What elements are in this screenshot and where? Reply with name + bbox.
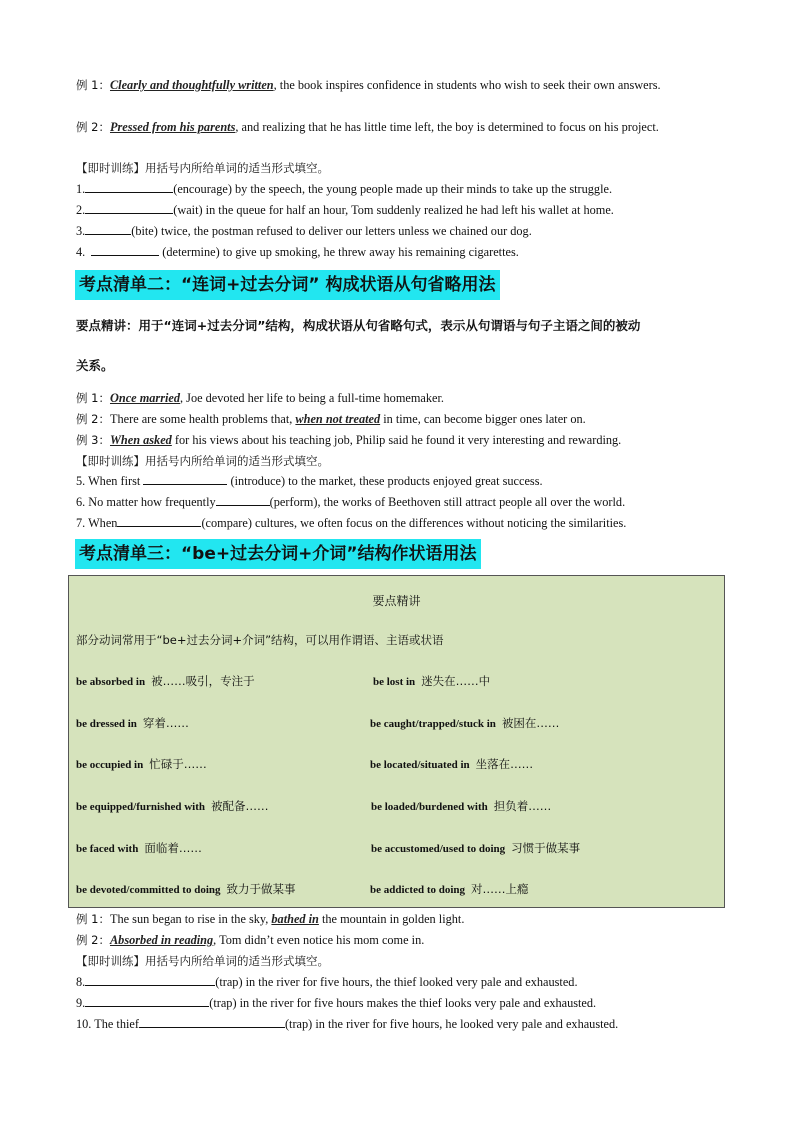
phrase-item [76,715,189,731]
phrase-cn: 被困在…… [501,716,560,730]
phrase-en: be devoted/committed to doing [76,884,221,896]
phrase-en: be caught/trapped/stuck in [370,718,496,730]
phrase-cn: 被配备…… [210,799,269,813]
phrase-item [371,798,551,814]
phrase-item [76,840,202,856]
practice-label: 【即时训练】用括号内所给单词的适当形式填空。 [76,954,329,968]
question-text: (trap) in the river for five hours, the thief looked very pale and exhausted. [215,975,578,989]
question-text: (introduce) to the market, these products enjoyed great success. [227,474,543,488]
answer-blank[interactable] [85,180,173,193]
phrase-cn: 穿着…… [142,716,189,730]
phrase-cn: 面临着…… [144,841,202,855]
keypoint-text-cont: 关系。 [76,358,114,373]
phrase-item [76,798,268,814]
question-prefix: 5. When first [76,474,144,488]
practice-label: 【即时训练】用括号内所给单词的适当形式填空。 [76,161,329,175]
question-text: (determine) to give up smoking, he threw away his remaining cigarettes. [159,245,519,259]
phrase-en: be addicted to doing [370,884,466,896]
example-text: The sun began to rise in the sky, [109,912,272,926]
phrase-cn: 坐落在…… [475,757,534,771]
answer-blank[interactable] [216,493,270,506]
example-label: 例 1： [76,78,110,92]
question-6 [76,492,720,513]
example-text: , and realizing that he has little time left, the boy is determined to focus on his project. [235,120,659,134]
phrase-en: be dressed in [76,718,137,730]
example-emphasis: Once married [109,391,181,405]
section2-example-1 [76,388,720,409]
question-3 [76,221,720,242]
answer-blank[interactable] [117,514,201,527]
example-emphasis: Absorbed in reading [109,933,214,947]
answer-blank[interactable] [143,472,227,485]
phrase-item [370,881,529,897]
question-8 [76,972,720,993]
phrase-item [76,881,296,897]
phrase-item [370,756,533,772]
example-text: There are some health problems that, [109,412,296,426]
example-emphasis: when not treated [295,412,381,426]
example-label: 例 2： [76,933,110,947]
keypoint-box [68,575,725,908]
example-emphasis: Clearly and thoughtfully written [109,78,274,92]
answer-blank[interactable] [85,201,173,214]
phrase-en: be occupied in [76,759,144,771]
phrase-en: be lost in [373,676,416,688]
question-text: (bite) twice, the postman refused to deliver our letters unless we chained our dog. [131,224,532,238]
example-text: , Tom didn’t even notice his mom come in. [213,933,425,947]
phrase-en: be faced with [76,843,139,855]
question-4 [76,242,720,263]
phrase-item [373,673,490,689]
question-number: 2. [76,203,86,217]
answer-blank[interactable] [85,222,131,235]
phrase-cn: 忙碌于…… [149,757,207,771]
question-number: 4. [76,245,86,259]
example-text: , the book inspires confidence in students who wish to seek their own answers. [273,78,661,92]
question-10 [76,1014,720,1035]
example-emphasis: Pressed from his parents [109,120,236,134]
phrase-cn: 担负着…… [493,799,552,813]
question-prefix: 9. [76,996,86,1010]
phrase-en: be located/situated in [370,759,470,771]
question-text: (trap) in the river for five hours, he looked very pale and exhausted. [284,1017,619,1031]
answer-blank[interactable] [85,994,209,1007]
question-prefix: 7. When [76,516,118,530]
example-label: 例 1： [76,391,110,405]
question-9 [76,993,720,1014]
intro-example-1 [76,75,720,96]
phrase-item [371,840,580,856]
question-2 [76,200,720,221]
section3-example-2 [76,930,720,951]
question-7 [76,513,720,534]
phrase-item [76,673,255,689]
phrase-cn: 对……上瘾 [471,882,529,896]
example-label: 例 2： [76,120,110,134]
example-label: 例 3： [76,433,110,447]
section2-example-2 [76,409,720,430]
phrase-item [370,715,559,731]
example-text: the mountain in golden light. [318,912,465,926]
phrase-en: be absorbed in [76,676,146,688]
question-text: (wait) in the queue for half an hour, Tom suddenly realized he had left his wallet at home. [173,203,614,217]
phrase-en: be loaded/burdened with [371,801,488,813]
question-prefix: 10. The thief [76,1017,139,1031]
question-prefix: 6. No matter how frequently [76,495,216,509]
section-heading-3: 考点清单三：“be+过去分词+介词”结构作状语用法 [75,539,481,569]
answer-blank[interactable] [139,1015,285,1028]
phrase-cn: 致力于做某事 [226,882,296,896]
example-text: for his views about his teaching job, Philip said he found it very interesting and rewarding. [171,433,622,447]
answer-blank[interactable] [91,243,159,256]
box-intro: 部分动词常用于“be+过去分词+介词”结构，可以用作谓语、主语或状语 [76,633,444,647]
answer-blank[interactable] [85,973,215,986]
question-number: 3. [76,224,86,238]
section3-example-1 [76,909,720,930]
phrase-item [76,756,207,772]
question-number: 1. [76,182,86,196]
example-text: , Joe devoted her life to being a full-time homemaker. [180,391,444,405]
question-text: (trap) in the river for five hours makes the thief looks very pale and exhausted. [209,996,597,1010]
phrase-en: be equipped/furnished with [76,801,205,813]
question-text: (perform), the works of Beethoven still attract people all over the world. [269,495,626,509]
section-heading-2: 考点清单二：“连词+过去分词” 构成状语从句省略用法 [75,270,500,300]
question-text: (compare) cultures, we often focus on the differences without noticing the similarities. [201,516,627,530]
question-prefix: 8. [76,975,86,989]
phrase-cn: 习惯于做某事 [511,841,581,855]
phrase-cn: 迷失在……中 [421,674,491,688]
example-text: in time, can become bigger ones later on. [380,412,586,426]
intro-example-2 [76,117,720,138]
question-5 [76,471,720,492]
example-emphasis: When asked [109,433,172,447]
question-1 [76,179,720,200]
example-label: 例 1： [76,912,110,926]
example-label: 例 2： [76,412,110,426]
keypoint-text: 要点精讲：用于“连词+过去分词”结构，构成状语从句省略句式，表示从句谓语与句子主语之间的被动 [76,318,641,333]
phrase-en: be accustomed/used to doing [371,843,506,855]
box-title: 要点精讲 [372,594,421,608]
section2-example-3 [76,430,720,451]
example-emphasis: bathed in [271,912,319,926]
practice-label: 【即时训练】用括号内所给单词的适当形式填空。 [76,454,329,468]
phrase-cn: 被……吸引，专注于 [151,674,255,688]
question-text: (encourage) by the speech, the young people made up their minds to take up the struggle. [173,182,613,196]
